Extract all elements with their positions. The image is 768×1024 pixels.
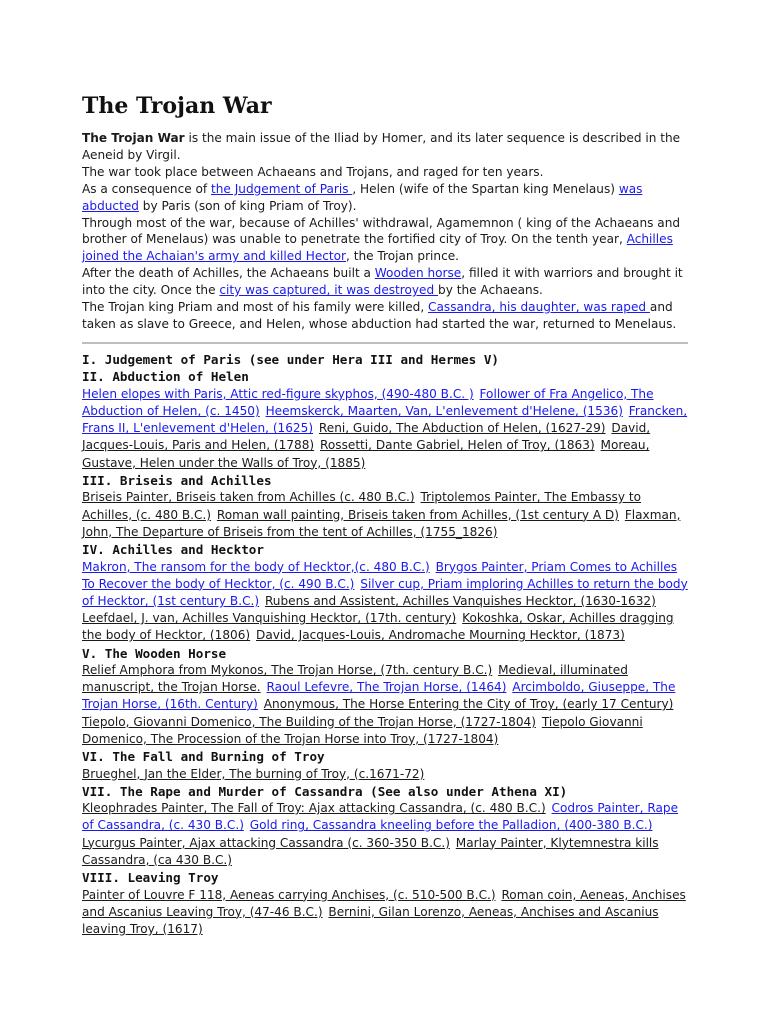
artwork-link[interactable]: Medieval, illuminated manuscript, the Trojan Horse. [82,663,628,695]
artwork-links [82,489,688,541]
artwork-section [82,351,688,369]
intro-paragraph [82,164,688,181]
artwork-links [82,887,688,939]
artwork-links [82,766,688,783]
artwork-link[interactable]: Relief Amphora from Mykonos, The Trojan Horse, (7th. century B.C.) [82,663,493,678]
section-heading: II. Abduction of Helen [82,369,249,385]
artwork-link[interactable]: Francken, Frans II, L'enlevement d'Helen, (1625) [82,404,688,436]
artwork-link[interactable]: Rubens and Assistent, Achilles Vanquishes Hecktor, (1630-1632) [264,593,656,608]
intro-paragraph [82,265,688,299]
artwork-link[interactable]: Anonymous, The Horse Entering the City of Troy, (early 17 Century) [263,697,674,712]
artwork-links [82,559,688,645]
artwork-links [82,386,688,472]
artwork-link[interactable]: Brueghel, Jan the Elder, The burning of Troy, (c.1671-72) [82,766,425,781]
intro-paragraph [82,215,688,266]
artwork-section [82,472,688,541]
intro-text-span: The war took place between Achaeans and Trojans, and raged for ten years. [82,164,544,179]
intro-text-span: , filled it with warriors and brought it into the city. Once the [82,266,683,298]
intro-text-span: The Trojan king Priam and most of his family were killed, [82,300,429,315]
artwork-link[interactable]: Roman wall painting, Briseis taken from Achilles, (1st century A D) [216,507,619,522]
section-heading: V. The Wooden Horse [82,645,227,661]
section-heading: VIII. Leaving Troy [82,870,219,886]
intro-link[interactable]: Wooden horse [374,266,462,281]
intro-paragraph [82,130,688,164]
section-heading: VI. The Fall and Burning of Troy [82,749,325,765]
artwork-link[interactable]: Triptolemos Painter, The Embassy to Achilles, (c. 480 B.C.) [82,490,641,522]
artwork-link[interactable]: Painter of Louvre F 118, Aeneas carrying Anchises, (c. 510-500 B.C.) [82,887,496,902]
artwork-link[interactable]: Moreau, Gustave, Helen under the Walls of Troy, (1885) [82,438,650,470]
artwork-link[interactable]: Codros Painter, Rape of Cassandra, (c. 430 B.C.) [82,801,679,833]
artwork-link[interactable]: Rossetti, Dante Gabriel, Helen of Troy, (1863) [320,438,595,453]
divider [82,342,688,344]
intro-text-span: by Paris (son of king Priam of Troy). [138,198,357,213]
artwork-section [82,869,688,938]
intro-text-span: and taken as slave to Greece, and Helen, whose abduction had started the war, returned to Menelaus. [82,300,677,331]
artwork-section [82,645,688,749]
intro-text-span: is the main issue of the Iliad by Homer, and its later sequence is described in the Aeneid by Virgil. [82,131,681,162]
artwork-link[interactable]: Raoul Lefevre, The Trojan Horse, (1464) [266,680,507,695]
artwork-link[interactable]: Gold ring, Cassandra kneeling before the Palladion, (400-380 B.C.) [249,818,653,833]
intro-link[interactable]: was abducted [82,181,643,213]
artwork-link[interactable]: Reni, Guido, The Abduction of Helen, (1627-29) [318,421,606,436]
intro-link[interactable]: Cassandra, his daughter, was raped [428,300,650,315]
artwork-link[interactable]: Heemskerck, Maarten, Van, L'enlevement d'Helene, (1536) [265,404,623,419]
artwork-links [82,800,688,869]
intro-link[interactable]: city was captured, it was destroyed [219,283,439,298]
artwork-link[interactable]: Flaxman, John, The Departure of Briseis from the tent of Achilles, (1755_1826) [82,507,681,539]
intro-paragraph [82,299,688,333]
section-heading: VII. The Rape and Murder of Cassandra (See also under Athena XI) [82,783,568,799]
artwork-link[interactable]: Roman coin, Aeneas, Anchises and Ascanius Leaving Troy, (47-46 B.C.) [82,887,686,919]
artwork-link[interactable]: Marlay Painter, Klytemnestra kills Cassandra, (ca 430 B.C.) [82,835,659,867]
artwork-section [82,368,688,472]
artwork-section [82,783,688,869]
intro-text-span: After the death of Achilles, the Achaeans built a [82,266,375,281]
artwork-link[interactable]: David, Jacques-Louis, Paris and Helen, (1788) [82,421,651,453]
artwork-link[interactable]: Lycurgus Painter, Ajax attacking Cassandra (c. 360-350 B.C.) [82,835,450,850]
artwork-section [82,541,688,645]
artwork-section [82,748,688,783]
intro-text [82,130,688,333]
artwork-link[interactable]: Helen elopes with Paris, Attic red-figure skyphos, (490-480 B.C. ) [82,386,474,401]
artwork-link[interactable]: Tiepolo, Giovanni Domenico, The Building of the Trojan Horse, (1727-1804) [82,714,536,729]
intro-paragraph [82,181,688,215]
intro-text-span: Through most of the war, because of Achilles' withdrawal, Agamemnon ( king of the Achaeans and brother of Menelaus) was unable to penetrate the fortified city of Troy. On the tenth year, [82,215,681,247]
artwork-link[interactable]: Brygos Painter, Priam Comes to Achilles To Recover the body of Hecktor, (c. 490 B.C.) [82,559,678,591]
artwork-link[interactable]: Tiepolo Giovanni Domenico, The Procession of the Trojan Horse into Troy, (1727-1804) [82,714,643,746]
artwork-link[interactable]: Silver cup, Priam imploring Achilles to return the body of Hecktor, (1st century B.C.) [82,576,688,608]
artwork-link[interactable]: Arcimboldo, Giuseppe, The Trojan Horse, (16th. Century) [82,680,676,712]
intro-link[interactable]: Achilles joined the Achaian's army and killed Hector [82,232,673,264]
intro-text-span: , Helen (wife of the Spartan king Menelaus) [352,181,619,196]
intro-link[interactable]: the Judgement of Paris [211,181,353,196]
section-heading: IV. Achilles and Hecktor [82,542,264,557]
intro-text-span: by the Achaeans. [438,283,543,298]
artwork-link[interactable]: Follower of Fra Angelico, The Abduction of Helen, (c. 1450) [82,386,654,419]
artwork-link[interactable]: Bernini, Gilan Lorenzo, Aeneas, Anchises and Ascanius leaving Troy, (1617) [82,904,659,936]
artwork-link[interactable]: Kokoshka, Oskar, Achilles dragging the body of Hecktor, (1806) [82,611,674,643]
sections-list [82,351,688,938]
artwork-link[interactable]: David, Jacques-Louis, Andromache Mourning Hecktor, (1873) [256,628,625,643]
page-title: The Trojan War [82,93,272,119]
artwork-link[interactable]: Makron, The ransom for the body of Hecktor,(c. 480 B.C.) [82,559,430,574]
section-heading: III. Briseis and Achilles [82,472,272,488]
artwork-link[interactable]: Kleophrades Painter, The Fall of Troy: Ajax attacking Cassandra, (c. 480 B.C.) [82,801,546,816]
artwork-links [82,662,688,748]
artwork-link[interactable]: Leefdael, J. van, Achilles Vanquishing Hecktor, (17th. century) [82,611,457,626]
intro-bold-text: The Trojan War [82,131,185,145]
document-page [82,92,688,938]
intro-text-span: As a consequence of [82,181,212,196]
section-heading: I. Judgement of Paris (see under Hera III and Hermes V) [82,351,500,367]
intro-text-span: , the Trojan prince. [346,249,460,264]
artwork-link[interactable]: Briseis Painter, Briseis taken from Achilles (c. 480 B.C.) [82,490,415,505]
